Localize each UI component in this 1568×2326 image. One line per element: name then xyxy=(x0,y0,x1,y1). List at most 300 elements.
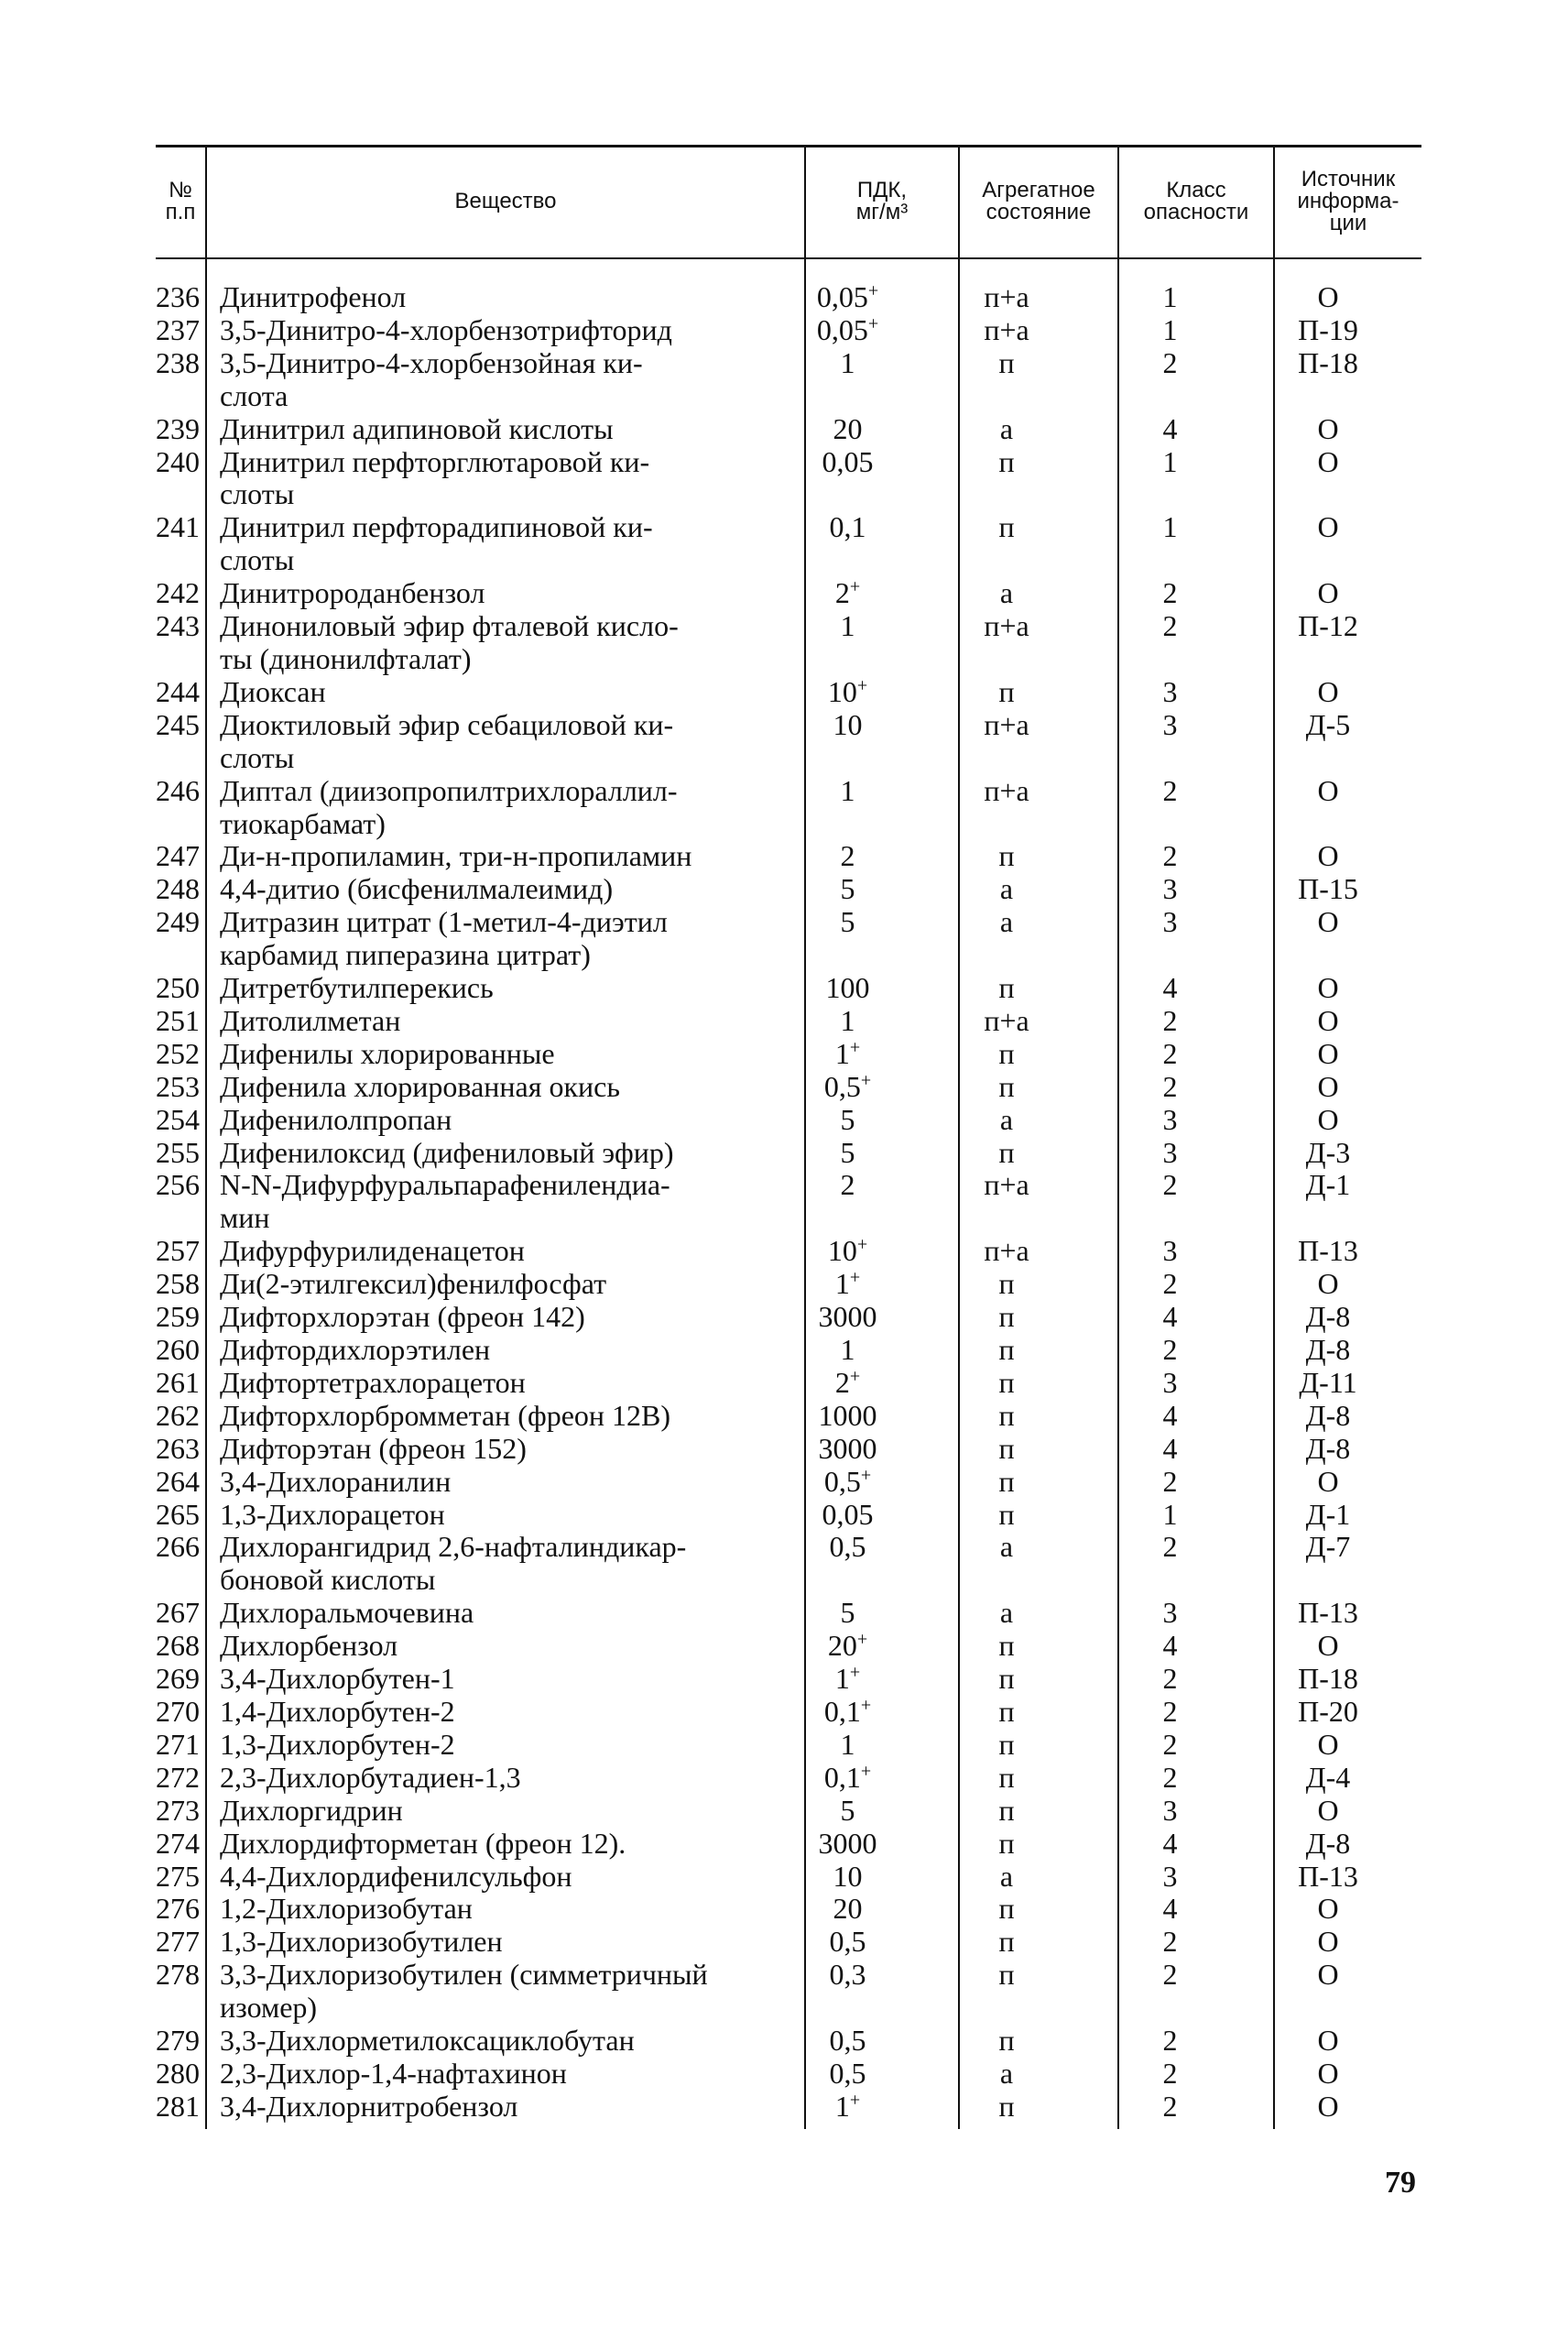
aggregate-state: п xyxy=(998,1464,1015,1498)
pdk-value: 0,3 xyxy=(829,1958,866,1992)
substance-name: 3,4-Дихлоранилин xyxy=(220,1464,452,1498)
aggregate-state: п xyxy=(998,1300,1015,1334)
info-source: О xyxy=(1317,1464,1339,1498)
table-row xyxy=(147,446,1429,512)
table-row xyxy=(147,1005,1429,1038)
aggregate-state: п xyxy=(998,1694,1015,1728)
table-row xyxy=(147,1268,1429,1301)
info-source: О xyxy=(1317,674,1339,708)
row-number: 268 xyxy=(156,1629,200,1663)
pdk-value: 2 xyxy=(840,839,855,873)
hazard-class: 4 xyxy=(1162,1826,1178,1860)
table-row xyxy=(147,1531,1429,1597)
table-row xyxy=(147,1828,1429,1861)
aggregate-state: а xyxy=(999,1102,1014,1136)
pdk-value: 20+ xyxy=(827,1629,868,1663)
substance-name: 1,3-Дихлоризобутилен xyxy=(220,1925,503,1959)
hazard-class: 1 xyxy=(1162,444,1178,478)
hazard-class: 1 xyxy=(1162,312,1178,346)
substance-name: 1,2-Дихлоризобутан xyxy=(220,1892,473,1926)
aggregate-state: п xyxy=(998,510,1015,544)
substance-name: Дитретбутилперекись xyxy=(220,971,494,1005)
pdk-value: 2 xyxy=(840,1168,855,1202)
hazard-class: 3 xyxy=(1162,872,1178,906)
aggregate-state: п xyxy=(998,444,1015,478)
hazard-class: 3 xyxy=(1162,707,1178,741)
substance-name: Дихлордифторметан (фреон 12). xyxy=(220,1826,626,1860)
substance-name: Динониловый эфир фталевой кисло- ты (динонилфталат) xyxy=(220,609,679,675)
hazard-class: 2 xyxy=(1162,1925,1178,1959)
pdk-value: 0,05 xyxy=(822,444,874,478)
table-row xyxy=(147,1861,1429,1894)
substance-name: Ди(2-этилгексил)фенилфосфат xyxy=(220,1267,607,1301)
row-number: 278 xyxy=(156,1958,200,1992)
table-row xyxy=(147,347,1429,413)
aggregate-state: а xyxy=(999,1596,1014,1630)
aggregate-state: п xyxy=(998,1267,1015,1301)
table-row xyxy=(147,1137,1429,1170)
header-num: № п.п xyxy=(165,178,196,224)
table-row xyxy=(147,1893,1429,1926)
pdk-value: 1+ xyxy=(834,2089,861,2123)
table-row xyxy=(147,840,1429,873)
hazard-class: 4 xyxy=(1162,1300,1178,1334)
row-number: 245 xyxy=(156,707,200,741)
substance-name: 3,5-Динитро-4-хлорбензотрифторид xyxy=(220,312,672,346)
row-number: 243 xyxy=(156,609,200,643)
substance-name: N-N-Дифурфуральпарафенилендиа- мин xyxy=(220,1168,670,1235)
pdk-value: 1000 xyxy=(818,1398,877,1432)
aggregate-state: п xyxy=(998,1135,1015,1169)
pdk-value: 1 xyxy=(840,773,855,807)
aggregate-state: а xyxy=(999,1859,1014,1893)
substance-name: Динитрил перфторглютаровой ки- слоты xyxy=(220,444,650,511)
substance-name: 3,3-Дихлорметилоксациклобутан xyxy=(220,2024,635,2058)
info-source: П-20 xyxy=(1298,1694,1358,1728)
hazard-class: 2 xyxy=(1162,609,1178,643)
pdk-value: 0,05+ xyxy=(816,280,879,313)
aggregate-state: п xyxy=(998,1365,1015,1399)
info-source: Д-8 xyxy=(1305,1826,1351,1860)
hazard-class: 2 xyxy=(1162,345,1178,379)
row-number: 248 xyxy=(156,872,200,906)
pdk-value: 5 xyxy=(840,872,855,906)
substance-name: Динитророданбензол xyxy=(220,576,485,610)
hazard-class: 2 xyxy=(1162,2089,1178,2123)
pdk-value: 1 xyxy=(840,609,855,643)
table-row xyxy=(147,610,1429,676)
aggregate-state: п xyxy=(998,1793,1015,1827)
info-source: О xyxy=(1317,280,1339,313)
page-number: 79 xyxy=(1385,2166,1416,2200)
header-state: Агрегатное состояние xyxy=(982,178,1095,224)
substance-name: Ди-н-пропиламин, три-н-пропиламин xyxy=(220,839,692,873)
hazard-class: 4 xyxy=(1162,1892,1178,1926)
table-row xyxy=(147,1762,1429,1795)
substance-name: 3,3-Дихлоризобутилен (симметричный изомер) xyxy=(220,1958,708,2025)
hazard-class: 4 xyxy=(1162,411,1178,445)
table-row xyxy=(147,1367,1429,1400)
hazard-class: 2 xyxy=(1162,1069,1178,1103)
aggregate-state: п+а xyxy=(984,1003,1029,1037)
row-number: 266 xyxy=(156,1530,200,1564)
pdk-value: 5 xyxy=(840,905,855,939)
substance-name: 1,3-Дихлорбутен-2 xyxy=(220,1727,455,1761)
row-number: 272 xyxy=(156,1760,200,1794)
pdk-value: 0,05+ xyxy=(816,312,879,346)
table-row xyxy=(147,577,1429,610)
hazard-class: 1 xyxy=(1162,280,1178,313)
aggregate-state: п xyxy=(998,1398,1015,1432)
info-source: О xyxy=(1317,1036,1339,1070)
row-number: 261 xyxy=(156,1365,200,1399)
header-substance: Вещество xyxy=(454,189,557,213)
substance-name: 3,4-Дихлорбутен-1 xyxy=(220,1662,455,1696)
pdk-value: 5 xyxy=(840,1102,855,1136)
pdk-value: 5 xyxy=(840,1596,855,1630)
table-row xyxy=(147,709,1429,775)
substance-name: Дифурфурилиденацетон xyxy=(220,1234,525,1268)
substance-name: Дихлоргидрин xyxy=(220,1793,403,1827)
pdk-value: 0,5 xyxy=(829,1530,866,1564)
pdk-value: 0,1+ xyxy=(823,1760,872,1794)
pdk-value: 0,1 xyxy=(829,510,866,544)
pdk-value: 0,1+ xyxy=(823,1694,872,1728)
table-row xyxy=(147,906,1429,972)
row-number: 255 xyxy=(156,1135,200,1169)
table-row xyxy=(147,676,1429,709)
info-source: Д-8 xyxy=(1305,1431,1351,1465)
hazard-class: 2 xyxy=(1162,1694,1178,1728)
pdk-value: 2+ xyxy=(834,576,861,610)
row-number: 258 xyxy=(156,1267,200,1301)
pdk-value: 1 xyxy=(840,1003,855,1037)
table-row xyxy=(147,1597,1429,1630)
substance-name: 2,3-Дихлор-1,4-нафтахинон xyxy=(220,2056,567,2090)
hazard-class: 2 xyxy=(1162,1333,1178,1366)
hazard-class: 2 xyxy=(1162,1036,1178,1070)
pdk-value: 0,5 xyxy=(829,2024,866,2058)
row-number: 267 xyxy=(156,1596,200,1630)
info-source: О xyxy=(1317,1892,1339,1926)
substance-name: Дифенилолпропан xyxy=(220,1102,452,1136)
substance-name: 3,5-Динитро-4-хлорбензойная ки- слота xyxy=(220,345,643,412)
row-number: 264 xyxy=(156,1464,200,1498)
pdk-value: 5 xyxy=(840,1793,855,1827)
pdk-value: 1 xyxy=(840,1727,855,1761)
aggregate-state: п+а xyxy=(984,280,1029,313)
row-number: 251 xyxy=(156,1003,200,1037)
hazard-class: 3 xyxy=(1162,1135,1178,1169)
pdk-value: 20 xyxy=(833,411,863,445)
info-source: О xyxy=(1317,773,1339,807)
substance-name: Дифтордихлорэтилен xyxy=(220,1333,491,1366)
substance-name: Дифторхлорэтан (фреон 142) xyxy=(220,1300,585,1334)
aggregate-state: п xyxy=(998,1431,1015,1465)
row-number: 257 xyxy=(156,1234,200,1268)
pdk-value: 3000 xyxy=(818,1826,877,1860)
hazard-class: 4 xyxy=(1162,1431,1178,1465)
hazard-class: 2 xyxy=(1162,1530,1178,1564)
info-source: О xyxy=(1317,1793,1339,1827)
row-number: 275 xyxy=(156,1859,200,1893)
pdk-value: 1+ xyxy=(834,1267,861,1301)
hazard-class: 2 xyxy=(1162,2056,1178,2090)
row-number: 262 xyxy=(156,1398,200,1432)
info-source: О xyxy=(1317,1925,1339,1959)
table-row xyxy=(147,2025,1429,2058)
aggregate-state: п xyxy=(998,674,1015,708)
table-row xyxy=(147,972,1429,1005)
aggregate-state: а xyxy=(999,576,1014,610)
pdk-value: 0,5 xyxy=(829,2056,866,2090)
table-row xyxy=(147,1630,1429,1663)
info-source: О xyxy=(1317,2056,1339,2090)
info-source: Д-3 xyxy=(1305,1135,1351,1169)
aggregate-state: а xyxy=(999,905,1014,939)
pdk-value: 10 xyxy=(833,707,863,741)
hazard-class: 2 xyxy=(1162,1267,1178,1301)
table-row xyxy=(147,2091,1429,2124)
substance-name: 2,3-Дихлорбутадиен-1,3 xyxy=(220,1760,521,1794)
info-source: П-15 xyxy=(1298,872,1358,906)
hazard-class: 2 xyxy=(1162,1464,1178,1498)
aggregate-state: п xyxy=(998,2024,1015,2058)
row-number: 276 xyxy=(156,1892,200,1926)
row-number: 239 xyxy=(156,411,200,445)
substance-name: Дифенилы хлорированные xyxy=(220,1036,555,1070)
table-row xyxy=(147,1104,1429,1137)
aggregate-state: п xyxy=(998,1662,1015,1696)
table-row xyxy=(147,511,1429,577)
hazard-class: 4 xyxy=(1162,1398,1178,1432)
pdk-value: 2+ xyxy=(834,1365,861,1399)
row-number: 274 xyxy=(156,1826,200,1860)
substance-name: Дифенилоксид (дифениловый эфир) xyxy=(220,1135,674,1169)
row-number: 249 xyxy=(156,905,200,939)
substance-name: Динитрил перфторадипиновой ки- слоты xyxy=(220,510,653,577)
aggregate-state: п+а xyxy=(984,707,1029,741)
hazard-class: 2 xyxy=(1162,1760,1178,1794)
row-number: 269 xyxy=(156,1662,200,1696)
substance-table xyxy=(147,281,1429,2124)
table-row xyxy=(147,1795,1429,1828)
aggregate-state: п xyxy=(998,839,1015,873)
info-source: О xyxy=(1317,971,1339,1005)
pdk-value: 0,05 xyxy=(822,1497,874,1531)
hazard-class: 2 xyxy=(1162,773,1178,807)
row-number: 256 xyxy=(156,1168,200,1202)
pdk-value: 5 xyxy=(840,1135,855,1169)
hazard-class: 3 xyxy=(1162,1859,1178,1893)
table-row xyxy=(147,1959,1429,2025)
aggregate-state: п xyxy=(998,1333,1015,1366)
aggregate-state: а xyxy=(999,411,1014,445)
row-number: 250 xyxy=(156,971,200,1005)
aggregate-state: п+а xyxy=(984,1234,1029,1268)
info-source: О xyxy=(1317,1003,1339,1037)
aggregate-state: п xyxy=(998,1892,1015,1926)
table-row xyxy=(147,314,1429,347)
row-number: 252 xyxy=(156,1036,200,1070)
aggregate-state: п xyxy=(998,1036,1015,1070)
row-number: 265 xyxy=(156,1497,200,1531)
info-source: О xyxy=(1317,2089,1339,2123)
hazard-class: 1 xyxy=(1162,510,1178,544)
substance-name: Дифтортетрахлорацетон xyxy=(220,1365,526,1399)
info-source: О xyxy=(1317,411,1339,445)
info-source: О xyxy=(1317,839,1339,873)
table-row xyxy=(147,1169,1429,1235)
aggregate-state: п xyxy=(998,1826,1015,1860)
info-source: П-13 xyxy=(1298,1859,1358,1893)
row-number: 244 xyxy=(156,674,200,708)
substance-name: Диоксан xyxy=(220,674,326,708)
row-number: 253 xyxy=(156,1069,200,1103)
info-source: О xyxy=(1317,1629,1339,1663)
table-row xyxy=(147,775,1429,841)
info-source: Д-11 xyxy=(1299,1365,1357,1399)
row-number: 241 xyxy=(156,510,200,544)
pdk-value: 10 xyxy=(833,1859,863,1893)
substance-name: Динитрил адипиновой кислоты xyxy=(220,411,614,445)
pdk-value: 3000 xyxy=(818,1300,877,1334)
table-row xyxy=(147,1433,1429,1466)
info-source: Д-7 xyxy=(1305,1530,1351,1564)
hazard-class: 3 xyxy=(1162,1234,1178,1268)
info-source: О xyxy=(1317,1102,1339,1136)
hazard-class: 2 xyxy=(1162,2024,1178,2058)
aggregate-state: а xyxy=(999,872,1014,906)
table-row xyxy=(147,1071,1429,1104)
info-source: Д-1 xyxy=(1305,1497,1351,1531)
hazard-class: 2 xyxy=(1162,1662,1178,1696)
row-number: 254 xyxy=(156,1102,200,1136)
substance-name: 1,4-Дихлорбутен-2 xyxy=(220,1694,455,1728)
substance-name: 4,4-дитио (бисфенилмалеимид) xyxy=(220,872,614,906)
substance-name: Дитолилметан xyxy=(220,1003,401,1037)
header-source: Источник информа- ции xyxy=(1297,167,1399,235)
info-source: Д-5 xyxy=(1305,707,1351,741)
hazard-class: 2 xyxy=(1162,576,1178,610)
hazard-class: 3 xyxy=(1162,1365,1178,1399)
info-source: П-18 xyxy=(1298,1662,1358,1696)
substance-name: Дифторэтан (фреон 152) xyxy=(220,1431,527,1465)
row-number: 281 xyxy=(156,2089,200,2123)
table-row xyxy=(147,1400,1429,1433)
hazard-class: 3 xyxy=(1162,674,1178,708)
table-row xyxy=(147,1235,1429,1268)
row-number: 238 xyxy=(156,345,200,379)
hazard-class: 3 xyxy=(1162,1596,1178,1630)
pdk-value: 1+ xyxy=(834,1036,861,1070)
info-source: О xyxy=(1317,510,1339,544)
table-row xyxy=(147,1334,1429,1367)
aggregate-state: п+а xyxy=(984,609,1029,643)
aggregate-state: п+а xyxy=(984,1168,1029,1202)
row-number: 270 xyxy=(156,1694,200,1728)
table-row xyxy=(147,1696,1429,1729)
table-row xyxy=(147,1729,1429,1762)
aggregate-state: п xyxy=(998,1629,1015,1663)
table-row xyxy=(147,1301,1429,1334)
aggregate-state: п xyxy=(998,1760,1015,1794)
row-number: 280 xyxy=(156,2056,200,2090)
header-class: Класс опасности xyxy=(1143,178,1249,224)
aggregate-state: п xyxy=(998,2089,1015,2123)
substance-name: Диоктиловый эфир себациловой ки- слоты xyxy=(220,707,674,774)
substance-name: Дихлоральмочевина xyxy=(220,1596,474,1630)
info-source: О xyxy=(1317,905,1339,939)
info-source: П-19 xyxy=(1298,312,1358,346)
info-source: О xyxy=(1317,576,1339,610)
row-number: 273 xyxy=(156,1793,200,1827)
substance-name: 4,4-Дихлордифенилсульфон xyxy=(220,1859,572,1893)
header-pdk: ПДК, мг/м³ xyxy=(855,178,909,224)
pdk-value: 3000 xyxy=(818,1431,877,1465)
table-header-rule xyxy=(156,257,1421,259)
pdk-value: 10+ xyxy=(827,674,868,708)
substance-name: Динитрофенол xyxy=(220,280,407,313)
pdk-value: 20 xyxy=(833,1892,863,1926)
info-source: О xyxy=(1317,2024,1339,2058)
pdk-value: 1 xyxy=(840,1333,855,1366)
pdk-value: 10+ xyxy=(827,1234,868,1268)
info-source: О xyxy=(1317,1267,1339,1301)
substance-name: 1,3-Дихлорацетон xyxy=(220,1497,445,1531)
info-source: О xyxy=(1317,1069,1339,1103)
row-number: 236 xyxy=(156,280,200,313)
aggregate-state: п xyxy=(998,1069,1015,1103)
aggregate-state: п xyxy=(998,1727,1015,1761)
pdk-value: 1 xyxy=(840,345,855,379)
info-source: П-13 xyxy=(1298,1596,1358,1630)
table-row xyxy=(147,1926,1429,1959)
aggregate-state: а xyxy=(999,1530,1014,1564)
info-source: О xyxy=(1317,1958,1339,1992)
hazard-class: 1 xyxy=(1162,1497,1178,1531)
hazard-class: 2 xyxy=(1162,1168,1178,1202)
substance-name: Дихлорбензол xyxy=(220,1629,398,1663)
info-source: Д-8 xyxy=(1305,1333,1351,1366)
info-source: О xyxy=(1317,1727,1339,1761)
table-row xyxy=(147,1038,1429,1071)
substance-name: Дифторхлорбромметан (фреон 12В) xyxy=(220,1398,671,1432)
row-number: 240 xyxy=(156,444,200,478)
info-source: Д-4 xyxy=(1305,1760,1351,1794)
row-number: 242 xyxy=(156,576,200,610)
pdk-value: 1+ xyxy=(834,1662,861,1696)
pdk-value: 0,5 xyxy=(829,1925,866,1959)
aggregate-state: п xyxy=(998,1497,1015,1531)
hazard-class: 2 xyxy=(1162,1958,1178,1992)
info-source: Д-1 xyxy=(1305,1168,1351,1202)
aggregate-state: п xyxy=(998,1958,1015,1992)
table-row xyxy=(147,413,1429,446)
substance-name: Дитразин цитрат (1-метил-4-диэтил карбамид пиперазина цитрат) xyxy=(220,905,668,972)
aggregate-state: п+а xyxy=(984,312,1029,346)
hazard-class: 2 xyxy=(1162,1003,1178,1037)
row-number: 279 xyxy=(156,2024,200,2058)
table-row xyxy=(147,1663,1429,1696)
aggregate-state: а xyxy=(999,2056,1014,2090)
pdk-value: 0,5+ xyxy=(823,1069,872,1103)
hazard-class: 4 xyxy=(1162,1629,1178,1663)
row-number: 247 xyxy=(156,839,200,873)
substance-name: Дихлорангидрид 2,6-нафталиндикар- боновой кислоты xyxy=(220,1530,687,1597)
hazard-class: 4 xyxy=(1162,971,1178,1005)
info-source: П-12 xyxy=(1298,609,1358,643)
